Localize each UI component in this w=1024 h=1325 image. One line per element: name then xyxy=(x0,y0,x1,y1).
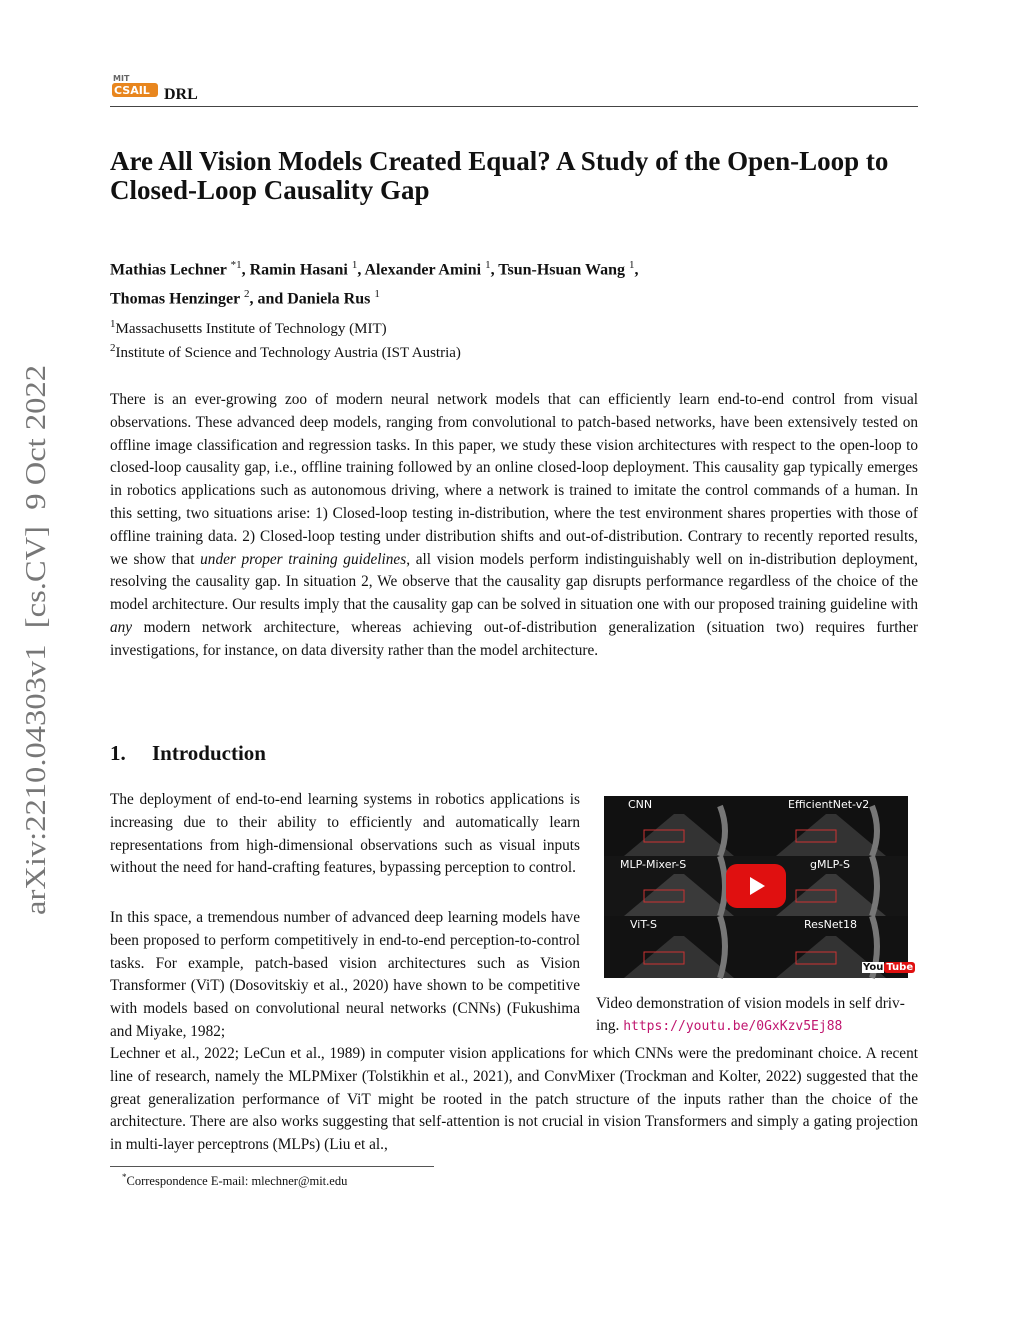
intro-paragraph-2b: Lechner et al., 2022; LeCun et al., 1989) in computer vision applications for which CNNs were the predominant choice. A recent line of research, namely the MLPMixer (Tolstikhin et al., 2021), and ConvMixer (Trockman and Kolter, 2022) suggested that the great generalization performance of ViT might be rooted in the patch structure of the inputs rather than the choice of the architecture. There are also works suggesting that self-attention is not crucial in vision Transformers and simply a gating projection in multi-layer perceptrons (MLPs) (Liu et al., xyxy=(110,1045,918,1154)
youtube-logo-you: You xyxy=(863,962,884,973)
csail-logo xyxy=(110,72,162,104)
intro-paragraph-1: The deployment of end-to-end learning systems in robotics applications is increasing due to their ability to efficiently and automatically learn representations from high-dimensional observations such as visual inputs without the need for hand-crafting features, bypassing perception to control. xyxy=(110,791,580,877)
figure-panel xyxy=(756,796,908,856)
section-title: Introduction xyxy=(152,741,266,765)
author-name: Ramin Hasani xyxy=(249,261,348,279)
author-separator: , xyxy=(357,261,365,279)
affiliation-number: 1 xyxy=(110,318,116,330)
logo-csail-text: CSAIL xyxy=(114,84,150,97)
author-mark: *1 xyxy=(230,259,242,271)
footnote xyxy=(122,1172,347,1189)
author-name: Daniela Rus xyxy=(287,290,371,308)
author-list xyxy=(110,253,930,312)
footnote-mark: * xyxy=(122,1172,127,1182)
section-heading xyxy=(110,741,266,766)
intro-paragraph-2a: In this space, a tremendous number of advanced deep learning models have been proposed to perform competitively in end-to-end perception-to-control tasks. For example, patch-based vision architectures such as Vision Transformer (ViT) (Dosovitskiy et al., 2020) have shown to be competitive with models based on convolutional neural networks (CNNs) (Fukushima and Miyake, 1982; xyxy=(110,909,580,1040)
footnote-rule xyxy=(110,1166,434,1167)
affiliation-text: Massachusetts Institute of Technology (MIT) xyxy=(115,321,387,337)
figure-panel xyxy=(604,796,756,856)
caption-text: Video demonstration of vision models in self driv- xyxy=(596,995,905,1012)
header-rule xyxy=(110,106,918,107)
author-mark: 1 xyxy=(351,259,358,271)
panel-label: MLP-Mixer-S xyxy=(620,858,687,871)
author-mark: 1 xyxy=(629,259,635,271)
abstract-emphasis: under proper training guidelines xyxy=(200,550,407,568)
author-mark: 1 xyxy=(374,288,380,301)
author-separator: , xyxy=(634,261,639,279)
figure-caption xyxy=(596,993,918,1038)
author-name: Alexander Amini xyxy=(364,261,482,279)
video-link[interactable]: https://youtu.be/0GxKzv5Ej88 xyxy=(623,1019,843,1034)
affiliation-number: 2 xyxy=(110,342,116,354)
figure-panel xyxy=(604,916,756,976)
abstract-emphasis: any xyxy=(110,618,133,636)
author-name: Thomas Henzinger xyxy=(110,290,240,308)
logo-mit-text: MIT xyxy=(113,74,130,83)
section-number: 1. xyxy=(110,741,126,765)
affiliation-1 xyxy=(110,318,387,338)
footnote-text: Correspondence E-mail: mlechner@mit.edu xyxy=(126,1174,348,1189)
youtube-logo xyxy=(862,960,915,976)
author-name: Tsun-Hsuan Wang xyxy=(498,261,626,279)
panel-label: EfficientNet-v2 xyxy=(788,798,870,811)
road-scene-image xyxy=(604,796,756,856)
abstract-text: There is an ever-growing zoo of modern neural network models that can efficiently learn end-to-end control from visual observations. These advanced deep models, ranging from convolutional to patch-based networks, have been extensively tested on offline image classification and regression tasks. In this paper, we study these vision architectures with respect to the open-loop to closed-loop causality gap, i.e., offline training followed by an online closed-loop deployment. This causality gap typically emerges in robotics applications such as autonomous driving, where a network is trained to imitate the control commands of a human. In this setting, two situations arise: 1) Closed-loop testing in-distribution, where the test environment shares properties with those of offline training data. 2) Closed-loop testing under distribution shifts and out-of-distribution. Contrary to recently reported results, we show that xyxy=(110,391,918,568)
youtube-logo-tube: Tube xyxy=(886,962,914,973)
author-mark: 2 xyxy=(243,288,250,301)
author-separator: , xyxy=(241,261,250,279)
author-mark: 1 xyxy=(485,259,491,271)
panel-label: CNN xyxy=(628,798,653,811)
panel-label: ViT-S xyxy=(630,918,658,931)
road-scene-image xyxy=(604,916,756,978)
caption-text: ing. xyxy=(596,1017,620,1034)
affiliation-2 xyxy=(110,342,461,362)
paper-title: Are All Vision Models Created Equal? A Study of the Open-Loop to Closed-Loop Causality Gap xyxy=(110,146,889,205)
abstract xyxy=(110,389,918,663)
abstract-text: modern network architecture, whereas achieving out-of-distribution generalization (situation two) requires further investigations, for instance, on data diversity rather than the model architecture. xyxy=(110,618,918,659)
abstract-text: , all vision models perform indistinguishably well on in-distribution deployment, resolving the causality gap. In situation 2, We observe that the causality gap disrupts performance regardless of the choice of the model architecture. Our results imply that the causality gap can be solved in situation one with our proposed training guideline with xyxy=(110,550,919,614)
panel-label: gMLP-S xyxy=(810,858,850,871)
panel-label: ResNet18 xyxy=(804,918,857,931)
author-separator: , xyxy=(490,261,499,279)
header-org: DRL xyxy=(164,86,198,103)
affiliation-text: Institute of Science and Technology Austria (IST Austria) xyxy=(115,345,461,361)
arxiv-identifier xyxy=(14,360,54,920)
arxiv-identifier-text: arXiv:2210.04303v1 [cs.CV] 9 Oct 2022 xyxy=(20,425,52,915)
play-button-icon[interactable] xyxy=(726,864,786,908)
author-separator: , and xyxy=(249,290,288,308)
video-thumbnail[interactable] xyxy=(604,796,914,978)
author-name: Mathias Lechner xyxy=(110,261,227,279)
